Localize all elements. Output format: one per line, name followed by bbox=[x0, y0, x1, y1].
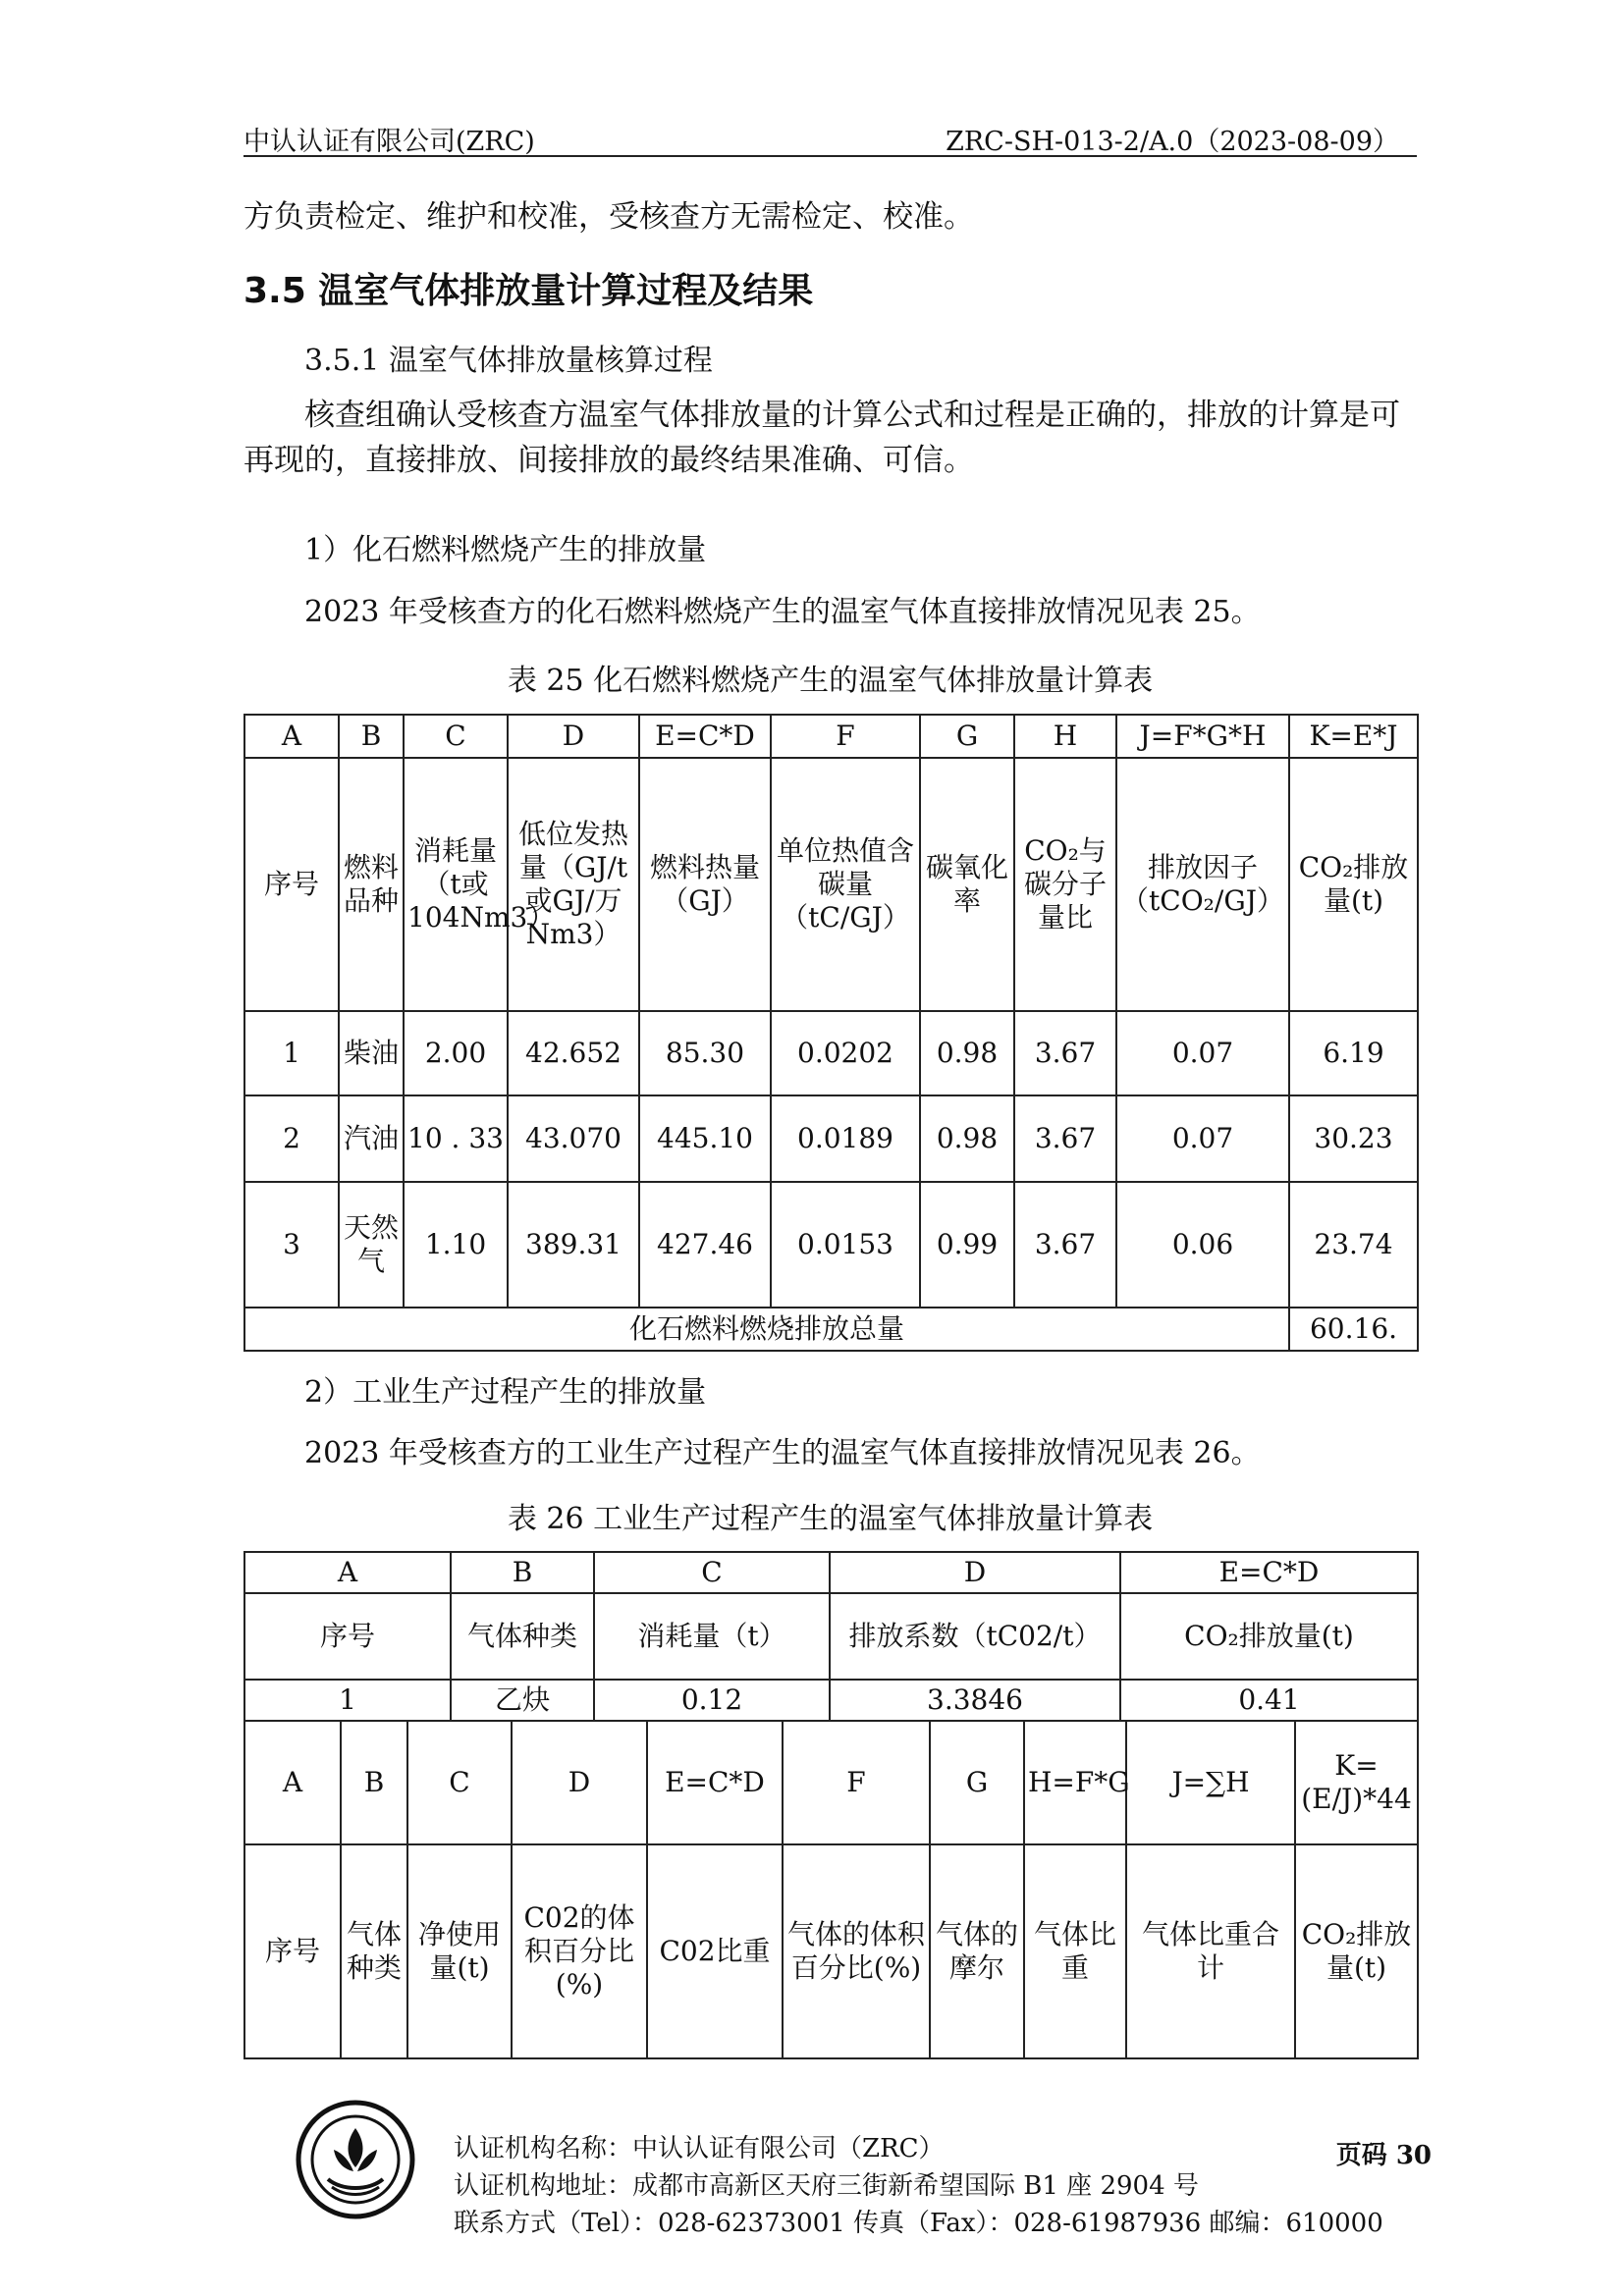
t26-cell: 0.12 bbox=[594, 1680, 830, 1721]
t25-colname: CO₂与碳分子量比 bbox=[1014, 758, 1116, 1011]
t26s-code: C bbox=[407, 1721, 512, 1844]
t25-code: A bbox=[244, 715, 339, 758]
item1-desc: 2023 年受核查方的化石燃料燃烧产生的温室气体直接排放情况见表 25。 bbox=[304, 595, 1261, 629]
t26s-colname: 气体比重合计 bbox=[1126, 1844, 1295, 2058]
t25-colname: 排放因子（tCO₂/GJ） bbox=[1116, 758, 1289, 1011]
t26s-code: A bbox=[244, 1721, 341, 1844]
t26s-code: B bbox=[341, 1721, 407, 1844]
footer-org-name: 认证机构名称：中认认证有限公司（ZRC） bbox=[454, 2134, 945, 2163]
t25-cell: 42.652 bbox=[508, 1011, 639, 1095]
table-row bbox=[244, 1011, 1418, 1095]
t25-colname: 序号 bbox=[244, 758, 339, 1011]
t25-cell: 3.67 bbox=[1014, 1182, 1116, 1308]
t26s-colname: CO₂排放量(t) bbox=[1295, 1844, 1418, 2058]
item2-title: 2）工业生产过程产生的排放量 bbox=[304, 1375, 707, 1410]
t25-cell: 30.23 bbox=[1289, 1095, 1418, 1182]
intro-line: 方负责检定、维护和校准，受核查方无需检定、校准。 bbox=[243, 199, 974, 235]
t25-cell: 389.31 bbox=[508, 1182, 639, 1308]
t25-cell: 2 bbox=[244, 1095, 339, 1182]
t26-code: D bbox=[830, 1552, 1120, 1593]
t25-code: B bbox=[339, 715, 404, 758]
item1-title: 1）化石燃料燃烧产生的排放量 bbox=[304, 533, 707, 567]
footer-org-address: 认证机构地址：成都市高新区天府三街新希望国际 B1 座 2904 号 bbox=[454, 2171, 1199, 2201]
t25-cell: 天然气 bbox=[339, 1182, 404, 1308]
t25-cell: 0.07 bbox=[1116, 1095, 1289, 1182]
t26s-code: F bbox=[783, 1721, 930, 1844]
t25-cell: 43.070 bbox=[508, 1095, 639, 1182]
t26s-colname: 气体的摩尔 bbox=[930, 1844, 1024, 2058]
header-company: 中认认证有限公司(ZRC) bbox=[243, 127, 535, 157]
t25-code: J=F*G*H bbox=[1116, 715, 1289, 758]
t26s-code: J=∑H bbox=[1126, 1721, 1295, 1844]
table-25 bbox=[243, 714, 1419, 1352]
t26-colname: 排放系数（tC02/t） bbox=[830, 1593, 1120, 1680]
t25-total-label: 化石燃料燃烧排放总量 bbox=[244, 1308, 1289, 1351]
t26-code: A bbox=[244, 1552, 451, 1593]
t25-cell: 汽油 bbox=[339, 1095, 404, 1182]
t26s-code: H=F*G bbox=[1024, 1721, 1126, 1844]
table-row bbox=[244, 1095, 1418, 1182]
t26-code: C bbox=[594, 1552, 830, 1593]
t25-colname: 燃料热量（GJ） bbox=[639, 758, 771, 1011]
table25-name-row bbox=[244, 758, 1418, 1011]
t26-cell: 乙炔 bbox=[451, 1680, 594, 1721]
t25-cell: 3 bbox=[244, 1182, 339, 1308]
t26-code: E=C*D bbox=[1120, 1552, 1418, 1593]
page-number: 页码 30 bbox=[1335, 2141, 1432, 2170]
t26s-code: G bbox=[930, 1721, 1024, 1844]
t25-cell: 1.10 bbox=[404, 1182, 508, 1308]
t26-colname: 序号 bbox=[244, 1593, 451, 1680]
table-26 bbox=[243, 1551, 1419, 1722]
t25-cell: 10 . 33 bbox=[404, 1095, 508, 1182]
t25-colname: 单位热值含碳量（tC/GJ） bbox=[771, 758, 920, 1011]
table-row bbox=[244, 1182, 1418, 1308]
t25-cell: 0.98 bbox=[920, 1095, 1014, 1182]
t26-cell: 0.41 bbox=[1120, 1680, 1418, 1721]
t25-cell: 0.99 bbox=[920, 1182, 1014, 1308]
table25-total-row bbox=[244, 1308, 1418, 1351]
paragraph-1: 核查组确认受核查方温室气体排放量的计算公式和过程是正确的，排放的计算是可再现的，直接排放、间接排放的最终结果准确、可信。 bbox=[243, 398, 1400, 478]
t26s-colname: 气体比重 bbox=[1024, 1844, 1126, 2058]
header-rule bbox=[243, 155, 1417, 157]
t25-cell: 柴油 bbox=[339, 1011, 404, 1095]
t25-cell: 0.0189 bbox=[771, 1095, 920, 1182]
t25-cell: 445.10 bbox=[639, 1095, 771, 1182]
table26-name-row bbox=[244, 1593, 1418, 1680]
t25-cell: 1 bbox=[244, 1011, 339, 1095]
t25-code: D bbox=[508, 715, 639, 758]
t26s-code: E=C*D bbox=[647, 1721, 783, 1844]
t25-colname: 低位发热量（GJ/t或GJ/万Nm3） bbox=[508, 758, 639, 1011]
table-row bbox=[244, 1680, 1418, 1721]
t25-cell: 6.19 bbox=[1289, 1011, 1418, 1095]
t25-cell: 0.0153 bbox=[771, 1182, 920, 1308]
table25-code-row bbox=[244, 715, 1418, 758]
t26s-colname: C02的体积百分比(%) bbox=[512, 1844, 647, 2058]
t26s-code: D bbox=[512, 1721, 647, 1844]
table-26-sub bbox=[243, 1720, 1419, 2059]
t26-colname: 气体种类 bbox=[451, 1593, 594, 1680]
t25-cell: 0.98 bbox=[920, 1011, 1014, 1095]
t25-code: K=E*J bbox=[1289, 715, 1418, 758]
t25-colname: 碳氧化率 bbox=[920, 758, 1014, 1011]
t25-total-value: 60.16. bbox=[1289, 1308, 1418, 1351]
t25-code: G bbox=[920, 715, 1014, 758]
table25-caption: 表 25 化石燃料燃烧产生的温室气体排放量计算表 bbox=[507, 664, 1154, 698]
t25-cell: 23.74 bbox=[1289, 1182, 1418, 1308]
t25-code: E=C*D bbox=[639, 715, 771, 758]
t25-cell: 3.67 bbox=[1014, 1011, 1116, 1095]
t26s-colname: 气体种类 bbox=[341, 1844, 407, 2058]
t25-cell: 0.0202 bbox=[771, 1011, 920, 1095]
footer-contact: 联系方式（Tel）：028-62373001 传真（Fax）：028-61987936 邮编：610000 bbox=[454, 2209, 1383, 2238]
t25-cell: 85.30 bbox=[639, 1011, 771, 1095]
table26-caption: 表 26 工业生产过程产生的温室气体排放量计算表 bbox=[507, 1502, 1154, 1536]
t25-cell: 0.07 bbox=[1116, 1011, 1289, 1095]
t25-cell: 427.46 bbox=[639, 1182, 771, 1308]
table26-sub-name-row bbox=[244, 1844, 1418, 2058]
t25-cell: 3.67 bbox=[1014, 1095, 1116, 1182]
t26-colname: CO₂排放量(t) bbox=[1120, 1593, 1418, 1680]
t25-colname: 燃料品种 bbox=[339, 758, 404, 1011]
t26s-colname: C02比重 bbox=[647, 1844, 783, 2058]
table26-code-row bbox=[244, 1552, 1418, 1593]
t25-colname: 消耗量（t或104Nm3） bbox=[404, 758, 508, 1011]
t26-cell: 3.3846 bbox=[830, 1680, 1120, 1721]
t25-code: F bbox=[771, 715, 920, 758]
t26-code: B bbox=[451, 1552, 594, 1593]
certification-seal-logo bbox=[295, 2099, 416, 2220]
t26s-colname: 序号 bbox=[244, 1844, 341, 2058]
subsection-title: 3.5.1 温室气体排放量核算过程 bbox=[304, 344, 713, 378]
t26s-colname: 净使用量(t) bbox=[407, 1844, 512, 2058]
header-doc-code: ZRC-SH-013-2/A.0（2023-08-09） bbox=[946, 127, 1399, 157]
t26-cell: 1 bbox=[244, 1680, 451, 1721]
item2-desc: 2023 年受核查方的工业生产过程产生的温室气体直接排放情况见表 26。 bbox=[304, 1436, 1261, 1470]
t25-cell: 0.06 bbox=[1116, 1182, 1289, 1308]
t26s-code: K=(E/J)*44 bbox=[1295, 1721, 1418, 1844]
table26-sub-code-row bbox=[244, 1721, 1418, 1844]
t25-code: C bbox=[404, 715, 508, 758]
t25-colname: CO₂排放量(t) bbox=[1289, 758, 1418, 1011]
t25-cell: 2.00 bbox=[404, 1011, 508, 1095]
section-title: 3.5 温室气体排放量计算过程及结果 bbox=[243, 271, 814, 311]
t25-code: H bbox=[1014, 715, 1116, 758]
t26s-colname: 气体的体积百分比(%) bbox=[783, 1844, 930, 2058]
t26-colname: 消耗量（t） bbox=[594, 1593, 830, 1680]
